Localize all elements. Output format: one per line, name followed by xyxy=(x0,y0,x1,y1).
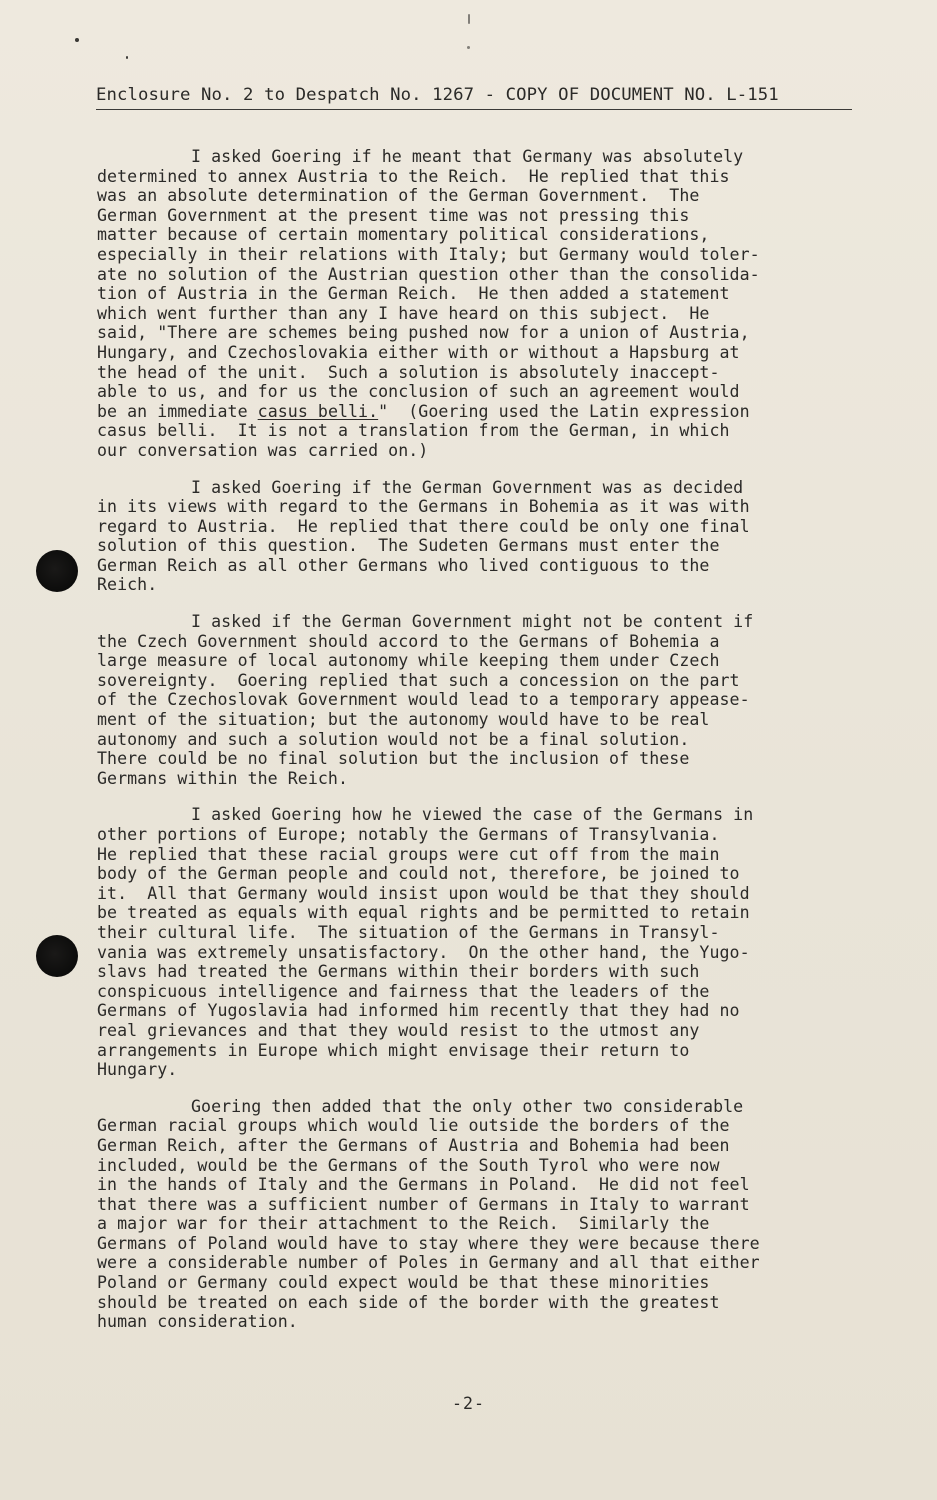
text-line: arrangements in Europe which might envisage their return to xyxy=(97,1040,690,1060)
text-line: conspicuous intelligence and fairness that the leaders of the xyxy=(97,981,710,1001)
text-line: vania was extremely unsatisfactory. On the other hand, the Yugo- xyxy=(97,942,750,962)
text-line: large measure of local autonomy while keeping them under Czech xyxy=(97,651,720,671)
text-line: German Reich, after the Germans of Austria and Bohemia had been xyxy=(97,1135,730,1155)
text-line: of the Czechoslovak Government would lead to a temporary appease- xyxy=(97,690,750,710)
punch-hole-top xyxy=(36,550,78,592)
text-line: Germans within the Reich. xyxy=(97,768,349,788)
text-line: that there was a sufficient number of Germans in Italy to warrant xyxy=(97,1194,750,1214)
text-fragment: " (Goering used the Latin expression xyxy=(378,401,750,421)
text-line: German Reich as all other Germans who lived contiguous to the xyxy=(97,555,710,575)
paragraph-1 xyxy=(97,147,867,461)
paper-speck xyxy=(467,46,470,49)
text-line: in its views with regard to the Germans in Bohemia as it was with xyxy=(97,497,750,517)
text-line: Poland or Germany could expect would be that these minorities xyxy=(97,1273,710,1293)
text-line: I asked Goering if he meant that Germany was absolutely xyxy=(191,147,744,166)
text-line: the Czech Government should accord to the Germans of Bohemia a xyxy=(97,631,720,651)
text-line: I asked if the German Government might not be content if xyxy=(191,612,754,632)
text-line: ate no solution of the Austrian question other than the consolida- xyxy=(97,264,760,284)
text-line: were a considerable number of Poles in Germany and all that either xyxy=(97,1253,760,1273)
text-line: ment of the situation; but the autonomy would have to be real xyxy=(97,710,710,730)
text-line: solution of this question. The Sudeten Germans must enter the xyxy=(97,536,720,556)
punch-hole-bottom xyxy=(36,935,78,977)
text-line: their cultural life. The situation of the Germans in Transyl- xyxy=(97,922,720,942)
text-line: especially in their relations with Italy; but Germany would toler- xyxy=(97,244,760,264)
text-line: included, would be the Germans of the South Tyrol who were now xyxy=(97,1155,720,1175)
paragraph-3 xyxy=(97,612,867,788)
text-fragment: be an immediate xyxy=(97,401,258,421)
text-line: Hungary, and Czechoslovakia either with or without a Hapsburg at xyxy=(97,342,740,362)
text-line: other portions of Europe; notably the Germans of Transylvania. xyxy=(97,825,720,844)
text-line: German Government at the present time was not pressing this xyxy=(97,205,690,225)
page-number: -2- xyxy=(452,1394,485,1413)
document-header: Enclosure No. 2 to Despatch No. 1267 - COPY OF DOCUMENT NO. L-151 xyxy=(96,85,779,105)
text-line: regard to Austria. He replied that there could be only one final xyxy=(97,516,750,536)
text-line: Germans of Poland would have to stay where they were because there xyxy=(97,1233,760,1253)
text-line: I asked Goering how he viewed the case of the Germans in xyxy=(191,805,754,825)
paper-speck xyxy=(126,56,128,59)
text-line: body of the German people and could not, therefore, be joined to xyxy=(97,864,740,884)
text-line xyxy=(97,402,867,422)
text-line: matter because of certain momentary political considerations, xyxy=(97,225,710,245)
text-line: said, "There are schemes being pushed now for a union of Austria, xyxy=(97,323,750,343)
text-line: should be treated on each side of the border with the greatest xyxy=(97,1292,720,1312)
text-line: There could be no final solution but the inclusion of these xyxy=(97,749,690,769)
header-rule xyxy=(96,109,852,110)
text-line: Germans of Yugoslavia had informed him recently that they had no xyxy=(97,1001,740,1021)
text-line: I asked Goering if the German Government was as decided xyxy=(191,477,744,497)
text-line: Hungary. xyxy=(97,1060,178,1080)
text-line: human consideration. xyxy=(97,1312,298,1332)
paragraph-5 xyxy=(97,1097,867,1332)
paper-speck xyxy=(75,38,79,42)
paragraph-2 xyxy=(97,478,867,596)
text-line: it. All that Germany would insist upon would be that they should xyxy=(97,883,750,903)
paragraph-4 xyxy=(97,805,867,1079)
text-line: He replied that these racial groups were cut off from the main xyxy=(97,844,720,864)
text-line: was an absolute determination of the German Government. The xyxy=(97,186,700,206)
text-line: casus belli. It is not a translation from the German, in which xyxy=(97,421,730,441)
text-line: Reich. xyxy=(97,575,158,595)
text-line: the head of the unit. Such a solution is absolutely inaccept- xyxy=(97,362,720,382)
underlined-phrase: casus belli. xyxy=(257,401,379,421)
text-line: real grievances and that they would resist to the utmost any xyxy=(97,1020,700,1040)
text-line: able to us, and for us the conclusion of such an agreement would xyxy=(97,382,740,402)
text-line: sovereignty. Goering replied that such a concession on the part xyxy=(97,670,740,690)
text-line: a major war for their attachment to the Reich. Similarly the xyxy=(97,1214,710,1234)
text-line: which went further than any I have heard on this subject. He xyxy=(97,303,710,323)
text-line: autonomy and such a solution would not be a final solution. xyxy=(97,729,690,749)
text-line: tion of Austria in the German Reich. He then added a statement xyxy=(97,284,730,304)
text-line: slavs had treated the Germans within their borders with such xyxy=(97,962,700,982)
text-line: German racial groups which would lie outside the borders of the xyxy=(97,1116,730,1136)
text-line: in the hands of Italy and the Germans in Poland. He did not feel xyxy=(97,1175,750,1195)
text-line: determined to annex Austria to the Reich. He replied that this xyxy=(97,166,730,186)
text-line: be treated as equals with equal rights and be permitted to retain xyxy=(97,903,750,923)
document-body xyxy=(97,147,867,1349)
text-line: our conversation was carried on.) xyxy=(97,440,429,460)
text-line: Goering then added that the only other two considerable xyxy=(191,1096,744,1116)
paper-speck xyxy=(468,14,470,24)
